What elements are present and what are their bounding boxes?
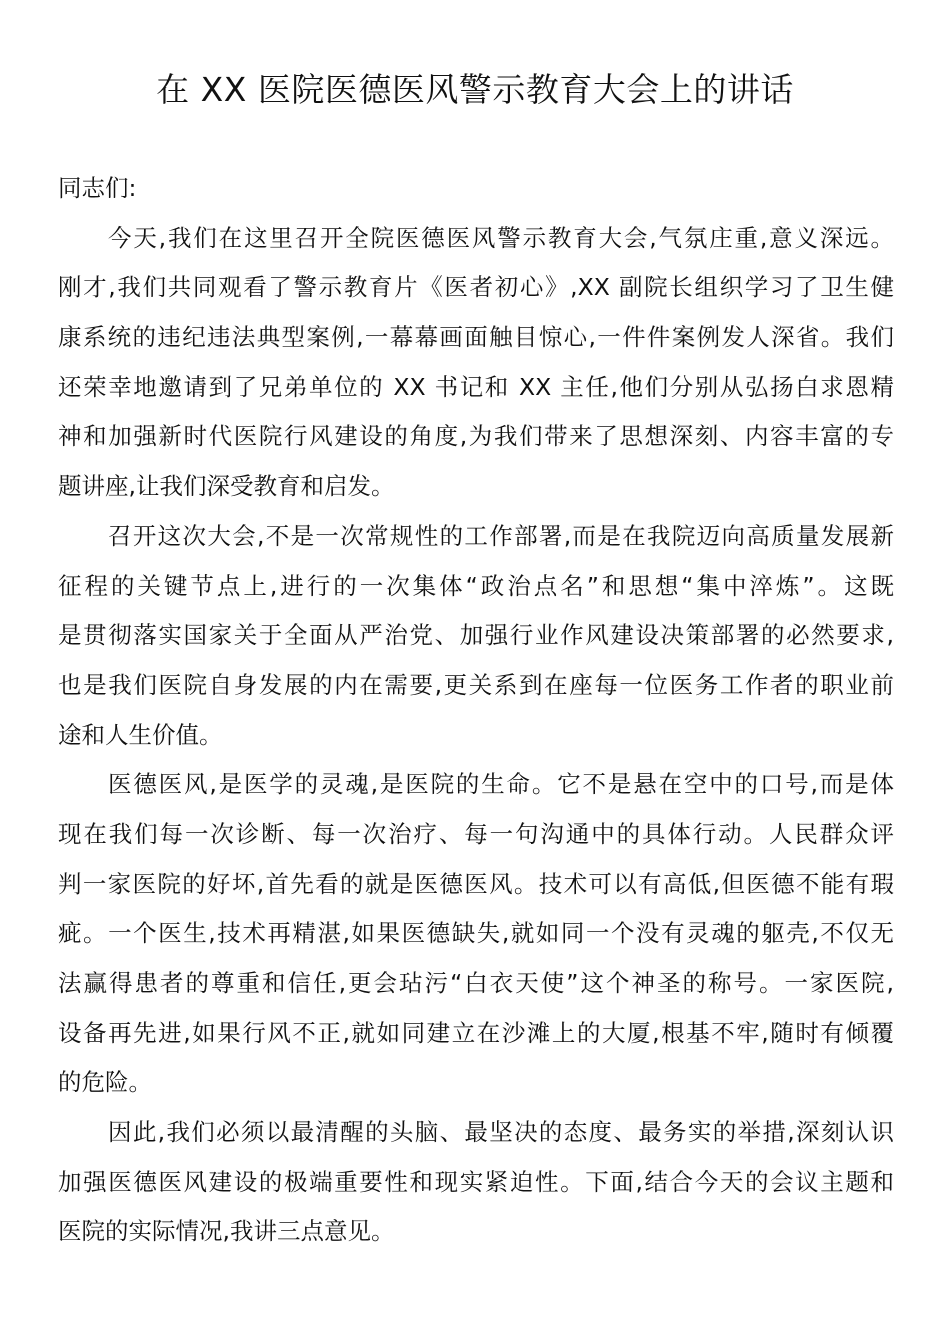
document-body — [58, 168, 894, 1261]
paragraph-3 — [58, 764, 894, 1112]
paragraph-line: 还荣幸地邀请到了兄弟单位的 XX 书记和 XX 主任,他们分别从弘扬白求恩精 — [58, 372, 894, 401]
paragraph-line: 也是我们医院自身发展的内在需要,更关系到在座每一位医务工作者的职业前 — [58, 670, 894, 699]
paragraph-line: 刚才,我们共同观看了警示教育片《医者初心》,XX 副院长组织学习了卫生健 — [58, 273, 894, 302]
paragraph-line: 神和加强新时代医院行风建设的角度,为我们带来了思想深刻、内容丰富的专 — [58, 422, 894, 451]
paragraph-line: 设备再先进,如果行风不正,就如同建立在沙滩上的大厦,根基不牢,随时有倾覆 — [58, 1018, 894, 1047]
paragraph-line: 途和人生价值。 — [58, 720, 223, 749]
paragraph-line: 是贯彻落实国家关于全面从严治党、加强行业作风建设决策部署的必然要求, — [58, 621, 894, 650]
paragraph-line: 医德医风,是医学的灵魂,是医院的生命。它不是悬在空中的口号,而是体 — [108, 770, 894, 799]
paragraph-line: 题讲座,让我们深受教育和启发。 — [58, 472, 395, 501]
paragraph-line: 康系统的违纪违法典型案例,一幕幕画面触目惊心,一件件案例发人深省。我们 — [58, 323, 894, 352]
paragraph-2 — [58, 516, 894, 764]
paragraph-line: 征程的关键节点上,进行的一次集体“政治点名”和思想“集中淬炼”。这既 — [58, 571, 894, 600]
paragraph-line: 疵。一个医生,技术再精湛,如果医德缺失,就如同一个没有灵魂的躯壳,不仅无 — [58, 919, 894, 948]
paragraph-1 — [58, 218, 894, 516]
paragraph-4 — [58, 1112, 894, 1261]
salutation: 同志们: — [58, 174, 137, 202]
paragraph-line: 加强医德医风建设的极端重要性和现实紧迫性。下面,结合今天的会议主题和 — [58, 1167, 894, 1196]
paragraph-line: 因此,我们必须以最清醒的头脑、最坚决的态度、最务实的举措,深刻认识 — [108, 1118, 894, 1147]
paragraph-line: 判一家医院的好坏,首先看的就是医德医风。技术可以有高低,但医德不能有瑕 — [58, 869, 894, 898]
paragraph-line: 召开这次大会,不是一次常规性的工作部署,而是在我院迈向高质量发展新 — [108, 521, 894, 550]
paragraph-line: 的危险。 — [58, 1068, 152, 1097]
paragraph-line: 现在我们每一次诊断、每一次治疗、每一句沟通中的具体行动。人民群众评 — [58, 819, 894, 848]
paragraph-line: 今天,我们在这里召开全院医德医风警示教育大会,气氛庄重,意义深远。 — [108, 223, 894, 252]
document-title: 在 XX 医院医德医风警示教育大会上的讲话 — [156, 70, 794, 109]
paragraph-line: 法赢得患者的尊重和信任,更会玷污“白衣天使”这个神圣的称号。一家医院, — [58, 969, 894, 997]
paragraph-line: 医院的实际情况,我讲三点意见。 — [58, 1217, 395, 1246]
